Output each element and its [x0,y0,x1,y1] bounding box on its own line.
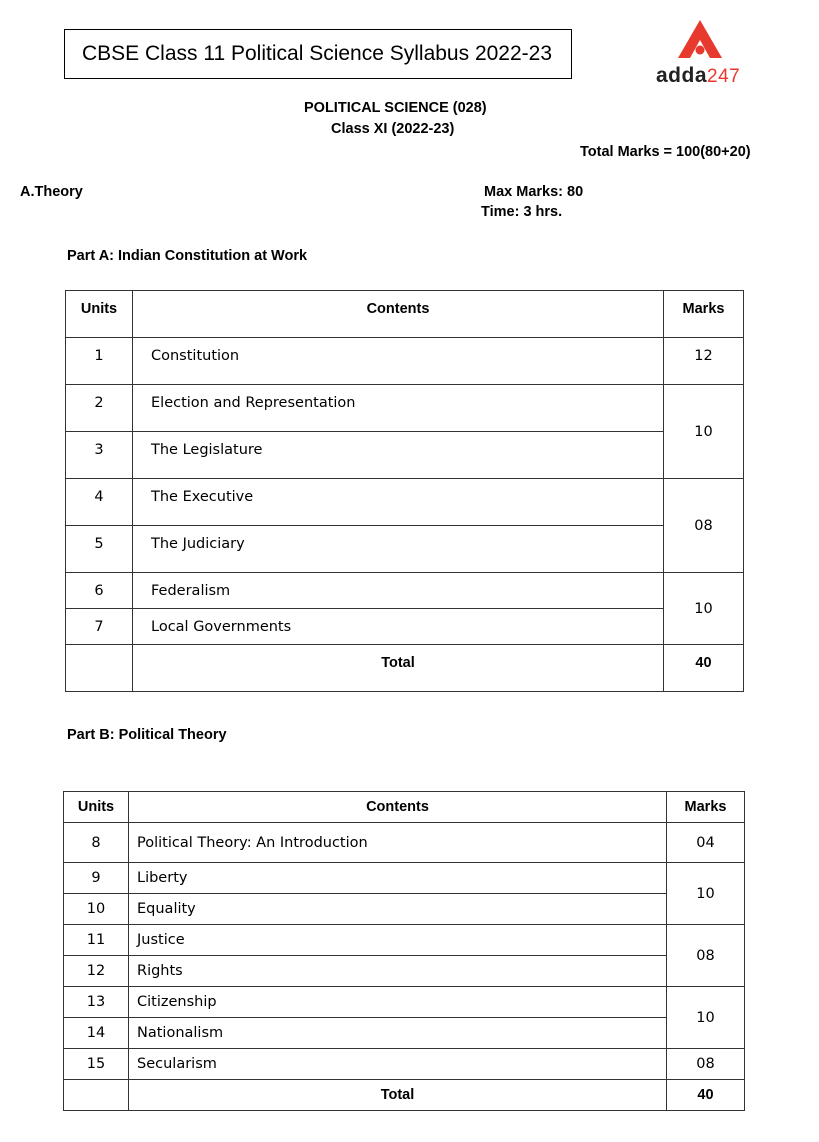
unit-content: Citizenship [129,987,667,1018]
unit-number: 7 [66,609,133,645]
unit-number: 13 [64,987,129,1018]
total-unit-cell [66,645,133,692]
exam-time: Time: 3 hrs. [481,204,563,220]
units-header: Units [66,291,133,338]
unit-content: The Judiciary [133,526,664,573]
part-b-table [63,791,745,1111]
table-row [66,338,744,385]
part-a-table [65,290,744,692]
class-heading: Class XI (2022-23) [331,121,455,137]
contents-header: Contents [129,792,667,823]
table-row [64,863,745,894]
table-row [64,1049,745,1080]
unit-content: Equality [129,894,667,925]
unit-marks: 10 [667,863,745,925]
unit-content: Federalism [133,573,664,609]
units-header: Units [64,792,129,823]
unit-marks: 10 [667,987,745,1049]
unit-marks: 08 [667,1049,745,1080]
table-row [64,1018,745,1049]
table-row [66,385,744,432]
table-row [64,823,745,863]
part-a-title: Part A: Indian Constitution at Work [67,248,308,264]
table-row [66,526,744,573]
unit-number: 3 [66,432,133,479]
unit-content: Liberty [129,863,667,894]
subject-heading: POLITICAL SCIENCE (028) [304,100,487,116]
unit-number: 1 [66,338,133,385]
unit-content: Nationalism [129,1018,667,1049]
logo-number: 247 [707,66,741,87]
total-value: 40 [667,1080,745,1111]
unit-content: The Executive [133,479,664,526]
unit-marks: 08 [664,479,744,573]
section-label: A.Theory [20,184,83,200]
unit-content: Political Theory: An Introduction [129,823,667,863]
table-row [64,925,745,956]
unit-number: 2 [66,385,133,432]
unit-content: The Legislature [133,432,664,479]
table-row [64,894,745,925]
logo-word: adda [656,64,708,87]
unit-number: 11 [64,925,129,956]
unit-content: Rights [129,956,667,987]
unit-number: 8 [64,823,129,863]
total-value: 40 [664,645,744,692]
total-label: Total [133,645,664,692]
contents-header: Contents [133,291,664,338]
document-title-box [64,29,572,79]
total-label: Total [129,1080,667,1111]
unit-number: 10 [64,894,129,925]
document-title: CBSE Class 11 Political Science Syllabus 2022-23 [82,42,553,65]
table-row [64,956,745,987]
unit-content: Local Governments [133,609,664,645]
total-unit-cell [64,1080,129,1111]
total-marks: Total Marks = 100(80+20) [580,144,751,160]
adda247-triangle-icon [676,18,724,60]
unit-number: 9 [64,863,129,894]
table-row [66,479,744,526]
unit-marks: 04 [667,823,745,863]
unit-number: 6 [66,573,133,609]
unit-content: Secularism [129,1049,667,1080]
marks-header: Marks [667,792,745,823]
part-b-title: Part B: Political Theory [67,727,227,743]
unit-marks: 10 [664,385,744,479]
unit-content: Election and Representation [133,385,664,432]
unit-number: 15 [64,1049,129,1080]
unit-content: Constitution [133,338,664,385]
marks-header: Marks [664,291,744,338]
table-row [64,987,745,1018]
unit-marks: 10 [664,573,744,645]
table-header-row [66,291,744,338]
unit-number: 12 [64,956,129,987]
unit-marks: 12 [664,338,744,385]
table-row [66,609,744,645]
unit-number: 4 [66,479,133,526]
table-total-row [66,645,744,692]
table-total-row [64,1080,745,1111]
max-marks: Max Marks: 80 [484,184,584,200]
table-row [66,573,744,609]
adda247-logo [656,18,748,90]
unit-number: 5 [66,526,133,573]
unit-number: 14 [64,1018,129,1049]
adda247-wordmark [656,64,740,88]
table-row [66,432,744,479]
unit-marks: 08 [667,925,745,987]
table-header-row [64,792,745,823]
unit-content: Justice [129,925,667,956]
